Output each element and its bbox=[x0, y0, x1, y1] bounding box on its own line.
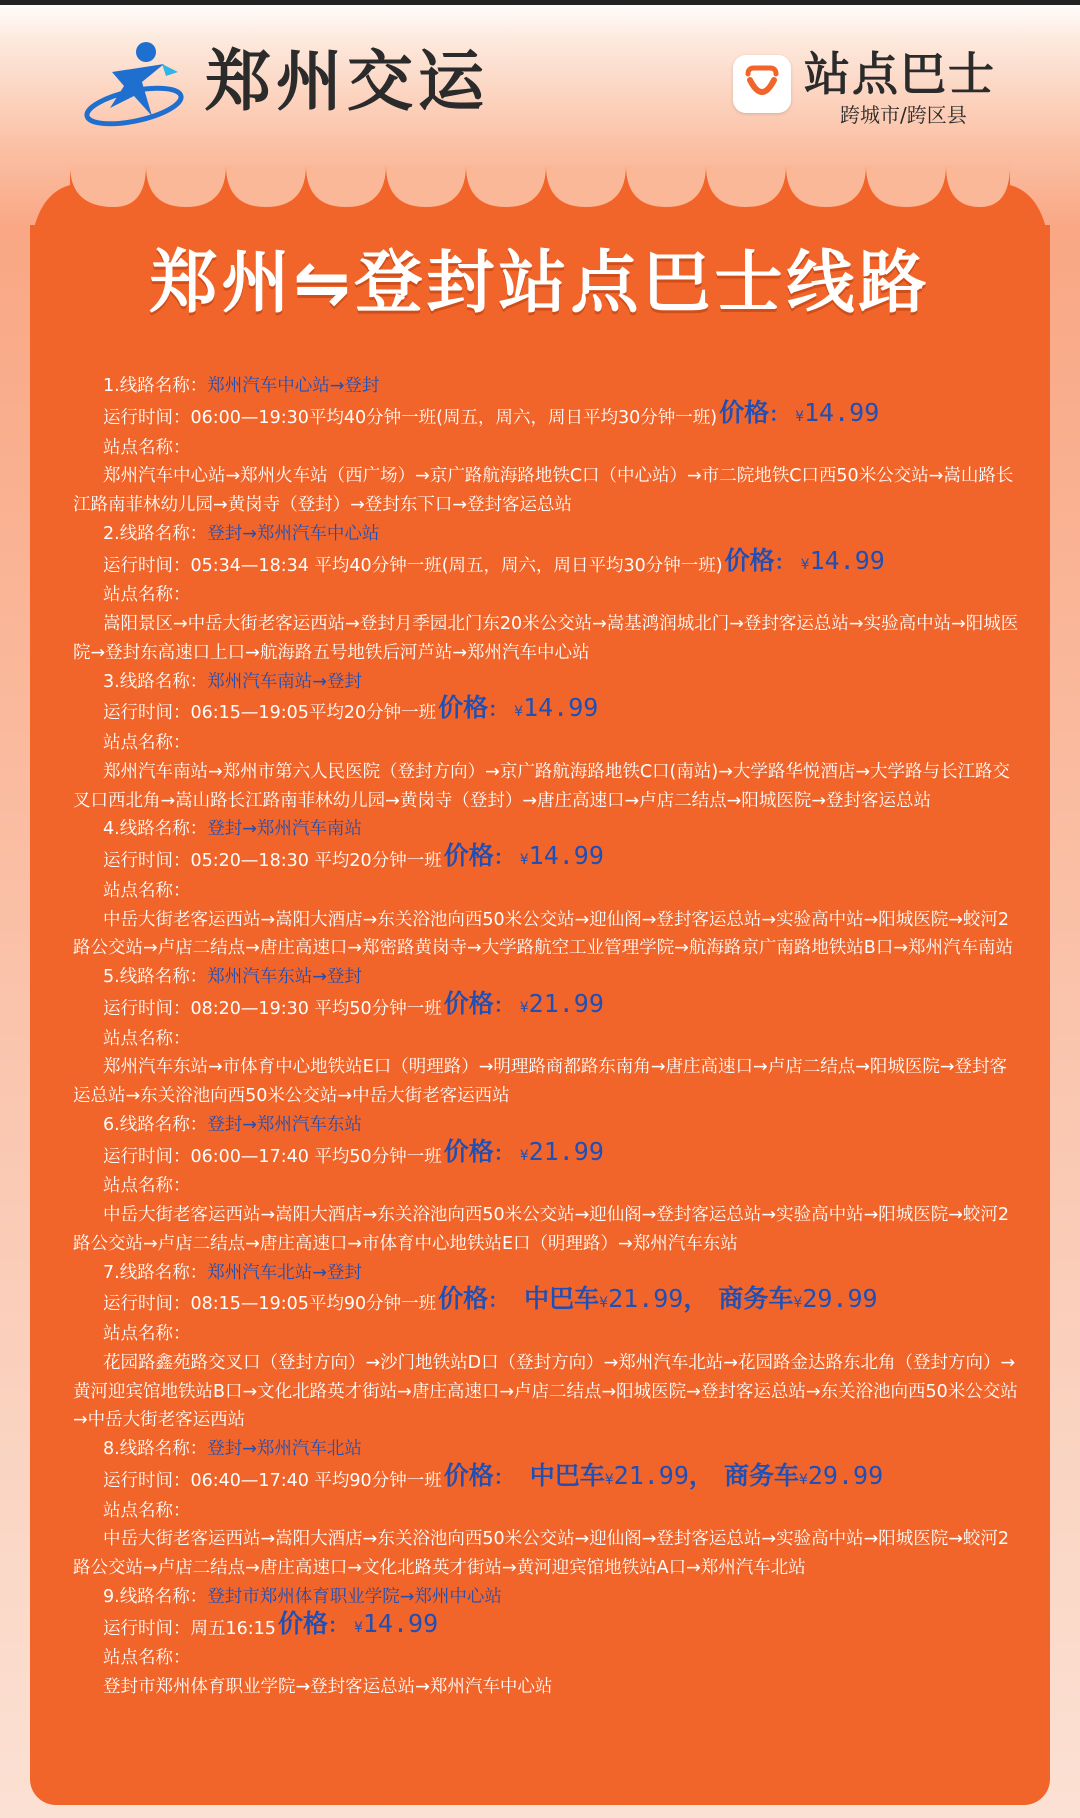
route-name-label: 线路名称： bbox=[119, 1439, 208, 1459]
stops-text: 中岳大街老客运西站→嵩阳大酒店→东关浴池向西50米公交站→迎仙阁→登封客运总站→实验高中站→阳城医院→蛟河2路公交站→卢店二结点→唐庄高速口→郑密路黄岗寺→大学路航空工业管理学院→航海路京广南路地铁站B口→郑州汽车南站 bbox=[73, 909, 1013, 959]
price-value: 21.99 bbox=[528, 988, 604, 1018]
route-number: 1. bbox=[103, 376, 120, 396]
stops-label: 站点名称： bbox=[103, 733, 191, 753]
routes-list bbox=[73, 372, 1023, 1702]
route-number: 6. bbox=[103, 1114, 120, 1135]
run-time-row bbox=[73, 1608, 1023, 1645]
route-number: 4. bbox=[103, 819, 120, 840]
yen-sign: ¥ bbox=[514, 704, 524, 721]
yen-sign: ¥ bbox=[353, 1619, 363, 1636]
run-time-label: 运行时间： bbox=[103, 407, 191, 428]
route-name: 登封→郑州汽车东站 bbox=[207, 1114, 362, 1135]
route-number: 5. bbox=[103, 967, 120, 987]
route-block bbox=[73, 520, 1023, 668]
run-time-label: 运行时间： bbox=[103, 555, 191, 576]
run-time-label: 运行时间： bbox=[103, 703, 191, 724]
stops-row bbox=[73, 906, 1023, 964]
route-block bbox=[73, 1111, 1023, 1259]
run-time: 08:20—19:30 平均50分钟一班 bbox=[190, 998, 442, 1019]
route-name-row bbox=[73, 815, 1023, 844]
route-name-row bbox=[73, 963, 1023, 992]
run-time-row bbox=[73, 693, 1023, 729]
price-label: 价格 bbox=[438, 1284, 489, 1314]
price-separator: ： bbox=[488, 697, 509, 722]
run-time: 06:00—19:30平均40分钟一班(周五，周六，周日平均30分钟一班) bbox=[190, 407, 718, 428]
stops-text: 郑州汽车中心站→郑州火车站（西广场）→京广路航海路地铁C口（中心站）→市二院地铁C口西50米公交站→嵩山路长江路南菲林幼儿园→黄岗寺（登封）→登封东下口→登封客运总站 bbox=[73, 466, 1014, 515]
route-block bbox=[73, 1583, 1023, 1702]
route-name: 郑州汽车南站→登封 bbox=[207, 671, 362, 692]
route-name-label: 线路名称： bbox=[119, 819, 208, 840]
price-box bbox=[444, 842, 604, 875]
run-time: 周五16:15 bbox=[190, 1618, 276, 1639]
stops-row bbox=[73, 1201, 1023, 1259]
stops-row bbox=[73, 1673, 1023, 1702]
brand-left: 郑州交运 bbox=[205, 43, 489, 120]
route-name: 郑州汽车东站→登封 bbox=[207, 967, 362, 987]
header bbox=[0, 0, 1080, 170]
business-label: 商务车 bbox=[718, 1284, 794, 1314]
run-time-row bbox=[73, 545, 1023, 582]
business-price: 29.99 bbox=[807, 1460, 884, 1490]
run-time-row bbox=[73, 988, 1023, 1025]
minibus-label: 中巴车 bbox=[524, 1284, 600, 1314]
stops-text: 中岳大街老客运西站→嵩阳大酒店→东关浴池向西50米公交站→迎仙阁→登封客运总站→实验高中站→阳城医院→蛟河2路公交站→卢店二结点→唐庄高速口→市体育中心地铁站E口（明理路）→郑州汽车东站 bbox=[73, 1205, 1010, 1254]
zhengzhou-transport-logo-icon bbox=[82, 36, 192, 132]
price-box bbox=[725, 547, 885, 580]
route-number: 8. bbox=[103, 1439, 120, 1459]
route-number: 7. bbox=[103, 1262, 120, 1283]
route-name-label: 线路名称： bbox=[119, 671, 208, 692]
route-block bbox=[73, 1435, 1023, 1583]
business-price: 29.99 bbox=[802, 1284, 878, 1314]
route-name-row bbox=[73, 1583, 1023, 1612]
stops-text: 花园路鑫苑路交叉口（登封方向）→沙门地铁站D口（登封方向）→郑州汽车北站→花园路金达路东北角（登封方向）→黄河迎宾馆地铁站B口→文化北路英才街站→唐庄高速口→卢店二结点→阳城医院→登封客运总站→东关浴池向西50米公交站→中岳大街老客运西站 bbox=[73, 1352, 1018, 1431]
price-box bbox=[278, 1610, 438, 1643]
route-block bbox=[73, 815, 1023, 963]
stops-label: 站点名称： bbox=[103, 1648, 191, 1669]
stops-label: 站点名称： bbox=[103, 1176, 191, 1197]
route-name-row bbox=[73, 1111, 1023, 1140]
price-value: 14.99 bbox=[362, 1608, 439, 1638]
route-name: 郑州汽车中心站→登封 bbox=[207, 376, 380, 396]
yen-sign: ¥ bbox=[519, 999, 529, 1016]
stops-label: 站点名称： bbox=[103, 1500, 191, 1521]
price-box bbox=[444, 1462, 883, 1495]
route-name-row bbox=[73, 520, 1023, 549]
price-box bbox=[438, 1285, 877, 1318]
route-block bbox=[73, 372, 1023, 520]
price-box bbox=[444, 990, 604, 1023]
stops-label-row bbox=[73, 1172, 1023, 1201]
stops-text: 登封市郑州体育职业学院→登封客运总站→郑州汽车中心站 bbox=[103, 1677, 553, 1697]
yen-sign: ¥ bbox=[800, 556, 810, 573]
price-value: 14.99 bbox=[809, 545, 885, 575]
price-separator: ： bbox=[493, 845, 514, 869]
price-separator: ： bbox=[769, 401, 790, 426]
run-time-row bbox=[73, 1460, 1023, 1497]
stops-label: 站点名称： bbox=[103, 1028, 191, 1049]
stops-label-row bbox=[73, 1320, 1023, 1349]
run-time: 05:34—18:34 平均40分钟一班(周五，周六，周日平均30分钟一班) bbox=[190, 555, 723, 576]
price-value: 21.99 bbox=[528, 1136, 604, 1166]
stops-row bbox=[73, 610, 1023, 668]
stops-label: 站点名称： bbox=[103, 585, 191, 606]
route-name-label: 线路名称： bbox=[119, 376, 208, 396]
route-name: 登封→郑州汽车中心站 bbox=[207, 523, 380, 544]
page-title: 郑州⇋登封站点巴士线路 bbox=[149, 244, 931, 323]
run-time-label: 运行时间： bbox=[103, 998, 191, 1019]
run-time: 05:20—18:30 平均20分钟一班 bbox=[190, 851, 442, 871]
run-time: 08:15—19:05平均90分钟一班 bbox=[190, 1294, 437, 1315]
stops-text: 郑州汽车南站→郑州市第六人民医院（登封方向）→京广路航海路地铁C口(南站)→大学路华悦酒店→大学路与长江路交叉口西北角→嵩山路长江路南菲林幼儿园→黄岗寺（登封）→唐庄高速口→卢店二结点→阳城医院→登封客运总站 bbox=[73, 761, 1011, 811]
price-value: 14.99 bbox=[804, 397, 880, 427]
route-number: 3. bbox=[103, 671, 120, 692]
run-time-label: 运行时间： bbox=[103, 1618, 191, 1639]
price-value: 14.99 bbox=[528, 841, 604, 870]
price-label: 价格 bbox=[443, 1460, 494, 1490]
stops-text: 郑州汽车东站→市体育中心地铁站E口（明理路）→明理路商都路东南角→唐庄高速口→卢店二结点→阳城医院→登封客运总站→东关浴池向西50米公交站→中岳大街老客运西站 bbox=[73, 1057, 1008, 1106]
route-block bbox=[73, 1259, 1023, 1436]
route-name: 登封市郑州体育职业学院→郑州中心站 bbox=[207, 1586, 502, 1607]
minibus-label: 中巴车 bbox=[529, 1460, 605, 1490]
price-box bbox=[719, 399, 879, 432]
run-time-row bbox=[73, 841, 1023, 877]
stops-text: 嵩阳景区→中岳大街老客运西站→登封月季园北门东20米公交站→嵩基鸿润城北门→登封客运总站→实验高中站→阳城医院→登封东高速口上口→航海路五号地铁后河芦站→郑州汽车中心站 bbox=[73, 614, 1019, 663]
yen-sign: ¥ bbox=[599, 1295, 609, 1312]
price-separator: ： bbox=[488, 1288, 509, 1313]
price-label: 价格 bbox=[443, 841, 494, 870]
route-name-label: 线路名称： bbox=[119, 1586, 208, 1607]
price-label: 价格 bbox=[277, 1608, 328, 1638]
route-block bbox=[73, 668, 1023, 816]
yen-sign: ¥ bbox=[798, 1471, 808, 1488]
price-separator: ： bbox=[493, 992, 514, 1017]
stops-label: 站点名称： bbox=[103, 1324, 191, 1344]
price-separator: ： bbox=[327, 1612, 348, 1637]
price-separator: ： bbox=[774, 549, 795, 574]
stops-label-row bbox=[73, 1497, 1023, 1526]
route-name-row bbox=[73, 1259, 1023, 1288]
stops-label-row bbox=[73, 877, 1023, 906]
price-label: 价格 bbox=[438, 693, 489, 723]
price-comma: ， bbox=[683, 1284, 709, 1314]
route-name-row bbox=[73, 668, 1023, 697]
run-time-label: 运行时间： bbox=[103, 1294, 191, 1315]
stops-row bbox=[73, 758, 1023, 816]
route-name-row bbox=[73, 1435, 1023, 1464]
stops-row bbox=[73, 1053, 1023, 1111]
stops-label: 站点名称： bbox=[103, 880, 191, 901]
route-name-label: 线路名称： bbox=[119, 1262, 208, 1283]
run-time-label: 运行时间： bbox=[103, 1146, 191, 1167]
stops-label: 站点名称： bbox=[103, 437, 191, 458]
price-separator: ： bbox=[493, 1464, 514, 1489]
price-label: 价格 bbox=[724, 545, 775, 575]
route-name-label: 线路名称： bbox=[119, 523, 208, 544]
price-label: 价格 bbox=[443, 1136, 494, 1166]
price-box bbox=[438, 694, 598, 727]
brand-right: 站点巴士 bbox=[804, 47, 996, 101]
route-name-label: 线路名称： bbox=[119, 967, 208, 987]
yen-sign: ¥ bbox=[795, 408, 804, 425]
route-block bbox=[73, 963, 1023, 1111]
run-time-row bbox=[73, 1284, 1023, 1320]
stops-label-row bbox=[73, 581, 1023, 610]
stops-row bbox=[73, 1349, 1023, 1435]
stops-row bbox=[73, 462, 1023, 520]
route-name: 郑州汽车北站→登封 bbox=[207, 1262, 362, 1283]
minibus-price: 21.99 bbox=[608, 1284, 684, 1314]
route-number: 2. bbox=[103, 523, 120, 544]
yen-sign: ¥ bbox=[519, 1147, 529, 1164]
route-name: 登封→郑州汽车北站 bbox=[207, 1439, 362, 1459]
stops-label-row bbox=[73, 1025, 1023, 1054]
minibus-price: 21.99 bbox=[613, 1460, 689, 1490]
yen-sign: ¥ bbox=[604, 1471, 614, 1488]
run-time-label: 运行时间： bbox=[103, 851, 191, 871]
business-label: 商务车 bbox=[723, 1460, 799, 1490]
route-name: 登封→郑州汽车南站 bbox=[207, 819, 362, 840]
stops-row bbox=[73, 1525, 1023, 1583]
run-time: 06:00—17:40 平均50分钟一班 bbox=[190, 1146, 442, 1167]
run-time-label: 运行时间： bbox=[103, 1470, 191, 1491]
yen-sign: ¥ bbox=[793, 1295, 803, 1312]
price-separator: ： bbox=[493, 1140, 514, 1165]
price-value: 14.99 bbox=[523, 693, 599, 723]
run-time: 06:15—19:05平均20分钟一班 bbox=[190, 703, 437, 724]
brand-right-subtitle: 跨城市/跨区县 bbox=[840, 103, 967, 127]
route-name-label: 线路名称： bbox=[119, 1114, 208, 1135]
stops-label-row bbox=[73, 729, 1023, 758]
run-time-row bbox=[73, 397, 1023, 434]
price-label: 价格 bbox=[443, 988, 494, 1018]
route-number: 9. bbox=[103, 1586, 120, 1607]
run-time: 06:40—17:40 平均90分钟一班 bbox=[190, 1470, 442, 1491]
didi-logo-icon bbox=[733, 55, 791, 113]
yen-sign: ¥ bbox=[519, 852, 529, 868]
price-label: 价格 bbox=[719, 397, 770, 427]
stops-label-row bbox=[73, 1644, 1023, 1673]
run-time-row bbox=[73, 1136, 1023, 1173]
route-name-row bbox=[73, 372, 1023, 401]
price-comma: ， bbox=[688, 1460, 714, 1490]
stops-label-row bbox=[73, 434, 1023, 463]
stops-text: 中岳大街老客运西站→嵩阳大酒店→东关浴池向西50米公交站→迎仙阁→登封客运总站→实验高中站→阳城医院→蛟河2路公交站→卢店二结点→唐庄高速口→文化北路英才街站→黄河迎宾馆地铁站A口→郑州汽车北站 bbox=[73, 1529, 1010, 1578]
price-box bbox=[444, 1138, 604, 1171]
